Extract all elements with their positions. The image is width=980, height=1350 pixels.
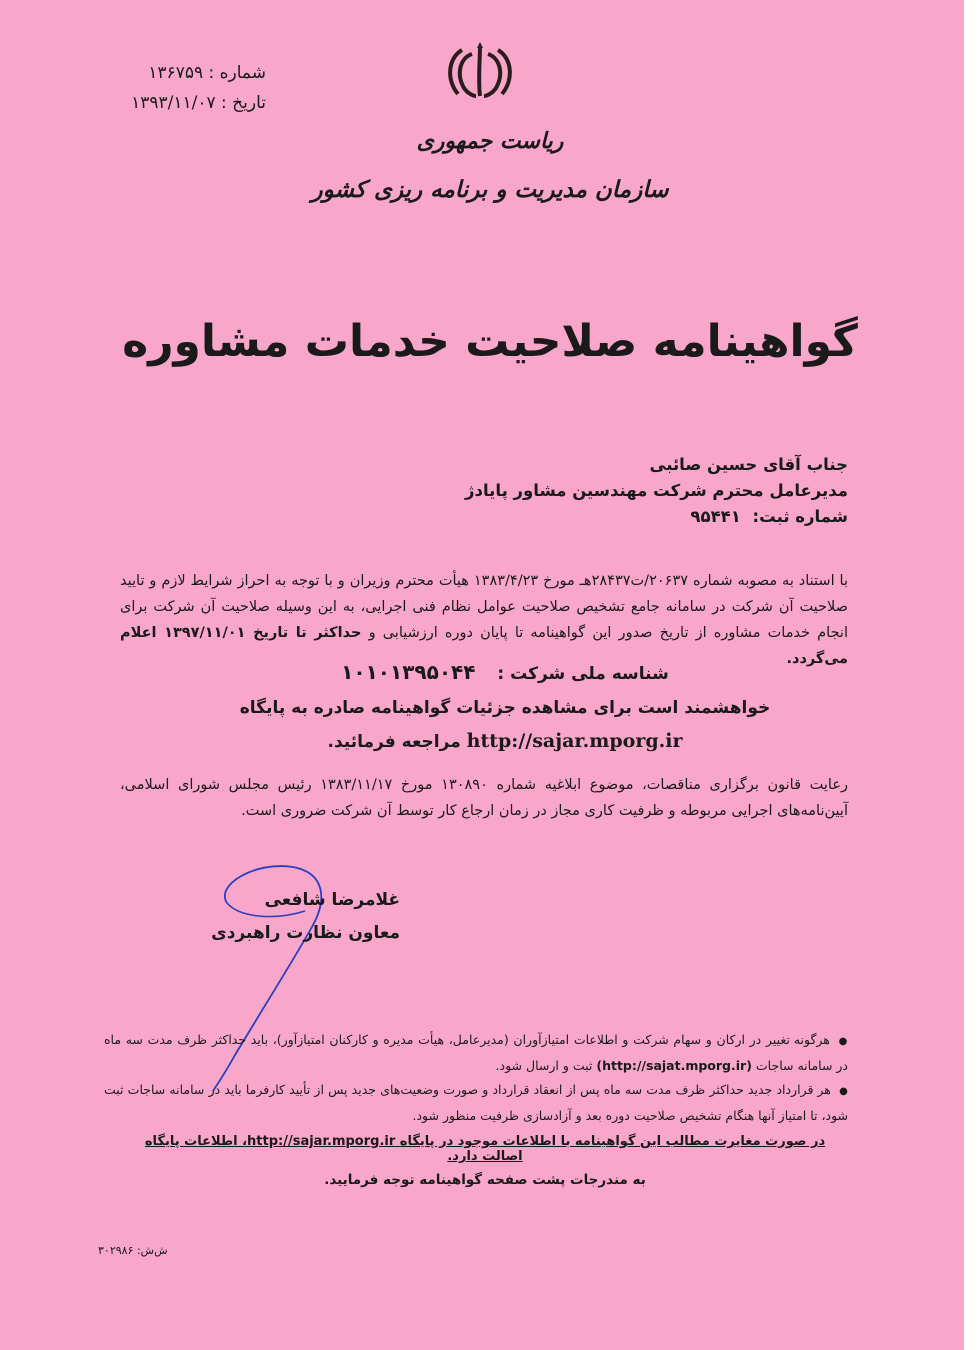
sajat-link[interactable]: (http://sajat.mporg.ir) (596, 1058, 752, 1073)
discrepancy-warning (140, 1134, 830, 1164)
date-value: ۱۳۹۳/۱۱/۰۷ (131, 93, 216, 113)
validity-date-text: حداکثر تا تاریخ ۱۳۹۷/۱۱/۰۱ اعلام می‌گردد. (120, 625, 848, 667)
national-id-label: شناسه ملی شرکت : (497, 664, 669, 684)
registration-row (465, 504, 848, 530)
back-page-note: به مندرجات پشت صفحه گواهینامه توجه فرمایید. (324, 1172, 646, 1188)
number-label: شماره : (208, 63, 266, 83)
warning-suffix: ، اطلاعات پایگاه اصالت دارد. (144, 1134, 523, 1164)
organization-line: سازمان مدیریت و برنامه ریزی کشور (311, 176, 669, 203)
addressee-name: جناب آقای حسین صائبی (649, 455, 848, 474)
serial-number: ش‌ش: ۳۰۲۹۸۶ (98, 1244, 168, 1257)
date-row (96, 88, 266, 118)
compliance-paragraph: رعایت قانون برگزاری مناقصات، موضوع ابلاغیه شماره ۱۳۰۸۹۰ مورخ ۱۳۸۳/۱۱/۱۷ رئیس مجلس شورای اسلامی، آیین‌نامه‌های اجرایی مربوطه و ظرفیت کاری مجاز در زمان ارجاع کار توسط آن شرکت ضروری است. (120, 777, 848, 819)
website-reference (140, 692, 870, 759)
warning-link[interactable]: http://sajar.mporg.ir (247, 1134, 396, 1149)
national-id-row (140, 660, 870, 684)
addressee-block (465, 452, 848, 530)
notes-block (104, 1028, 848, 1128)
number-value: ۱۳۶۷۵۹ (148, 63, 204, 83)
warning-prefix: در صورت مغایرت مطالب این گواهینامه با اطلاعات موجود در پایگاه (399, 1134, 826, 1149)
approval-text: با استناد به مصوبه شماره ۲۰۶۳۷/ت۲۸۴۳۷هـ مورخ ۱۳۸۳/۴/۲۳ هیأت محترم وزیران و با توجه به احراز شرایط لازم و تایید صلاحیت آن شرکت در سامانه جامع تشخیص صلاحیت عوامل نظام فنی اجرایی، به این وسیله صلاحیت آن شرکت برای انجام خدمات مشاوره از تاریخ صدور این گواهینامه تا پایان دوره ارزشیابی و (120, 573, 849, 641)
note-item (104, 1028, 848, 1078)
note-1-suffix: ثبت و ارسال شود. (495, 1058, 593, 1073)
reference-block (96, 58, 266, 118)
signer-name: غلامرضا شافعی (264, 890, 400, 910)
note-1-text: هرگونه تغییر در ارکان و سهام شرکت و اطلاعات امتیازآوران (مدیرعامل، هیأت مدیره و کارکنان امتیازآور)، باید حداکثر ظرف مدت سه ماه در سامانه ساجات (104, 1032, 848, 1073)
national-id-value: ۱۰۱۰۱۳۹۵۰۴۴ (341, 660, 476, 684)
registration-label: شماره ثبت: (752, 507, 848, 526)
registration-value: ۹۵۴۴۱ (690, 507, 741, 526)
organization-header (300, 128, 680, 203)
date-label: تاریخ : (221, 93, 266, 113)
website-reference-url-row (140, 725, 870, 759)
number-row (96, 58, 266, 88)
sajar-link[interactable]: http://sajar.mporg.ir (466, 730, 683, 752)
bullet-icon: ● (839, 1086, 848, 1097)
emblem-icon (442, 40, 518, 104)
addressee-position: مدیرعامل محترم شرکت مهندسین مشاور پایادژ (465, 481, 848, 500)
note-item (104, 1078, 848, 1128)
certificate-title: گواهینامه صلاحیت خدمات مشاوره (122, 316, 858, 367)
website-reference-line: خواهشمند است برای مشاهده جزئیات گواهینامه صادره به پایگاه (239, 698, 771, 718)
bullet-icon: ● (838, 1036, 848, 1047)
signer-title: معاون نظارت راهبردی (211, 923, 400, 943)
page-edge (964, 0, 972, 1350)
approval-paragraph (120, 568, 848, 672)
website-reference-suffix: مراجعه فرمائید. (327, 732, 461, 752)
note-2-text: هر قرارداد جدید حداکثر ظرف مدت سه ماه پس از انعقاد قرارداد و صورت وضعیت‌های جدید پس از تأیید کارفرما باید در سامانه ساجات ثبت شود، تا امتیاز آنها هنگام تشخیص صلاحیت دوره بعد و آزادسازی ظرفیت منظور شود. (104, 1082, 848, 1123)
presidency-line: ریاست جمهوری (416, 128, 564, 154)
signer-block (200, 884, 400, 950)
